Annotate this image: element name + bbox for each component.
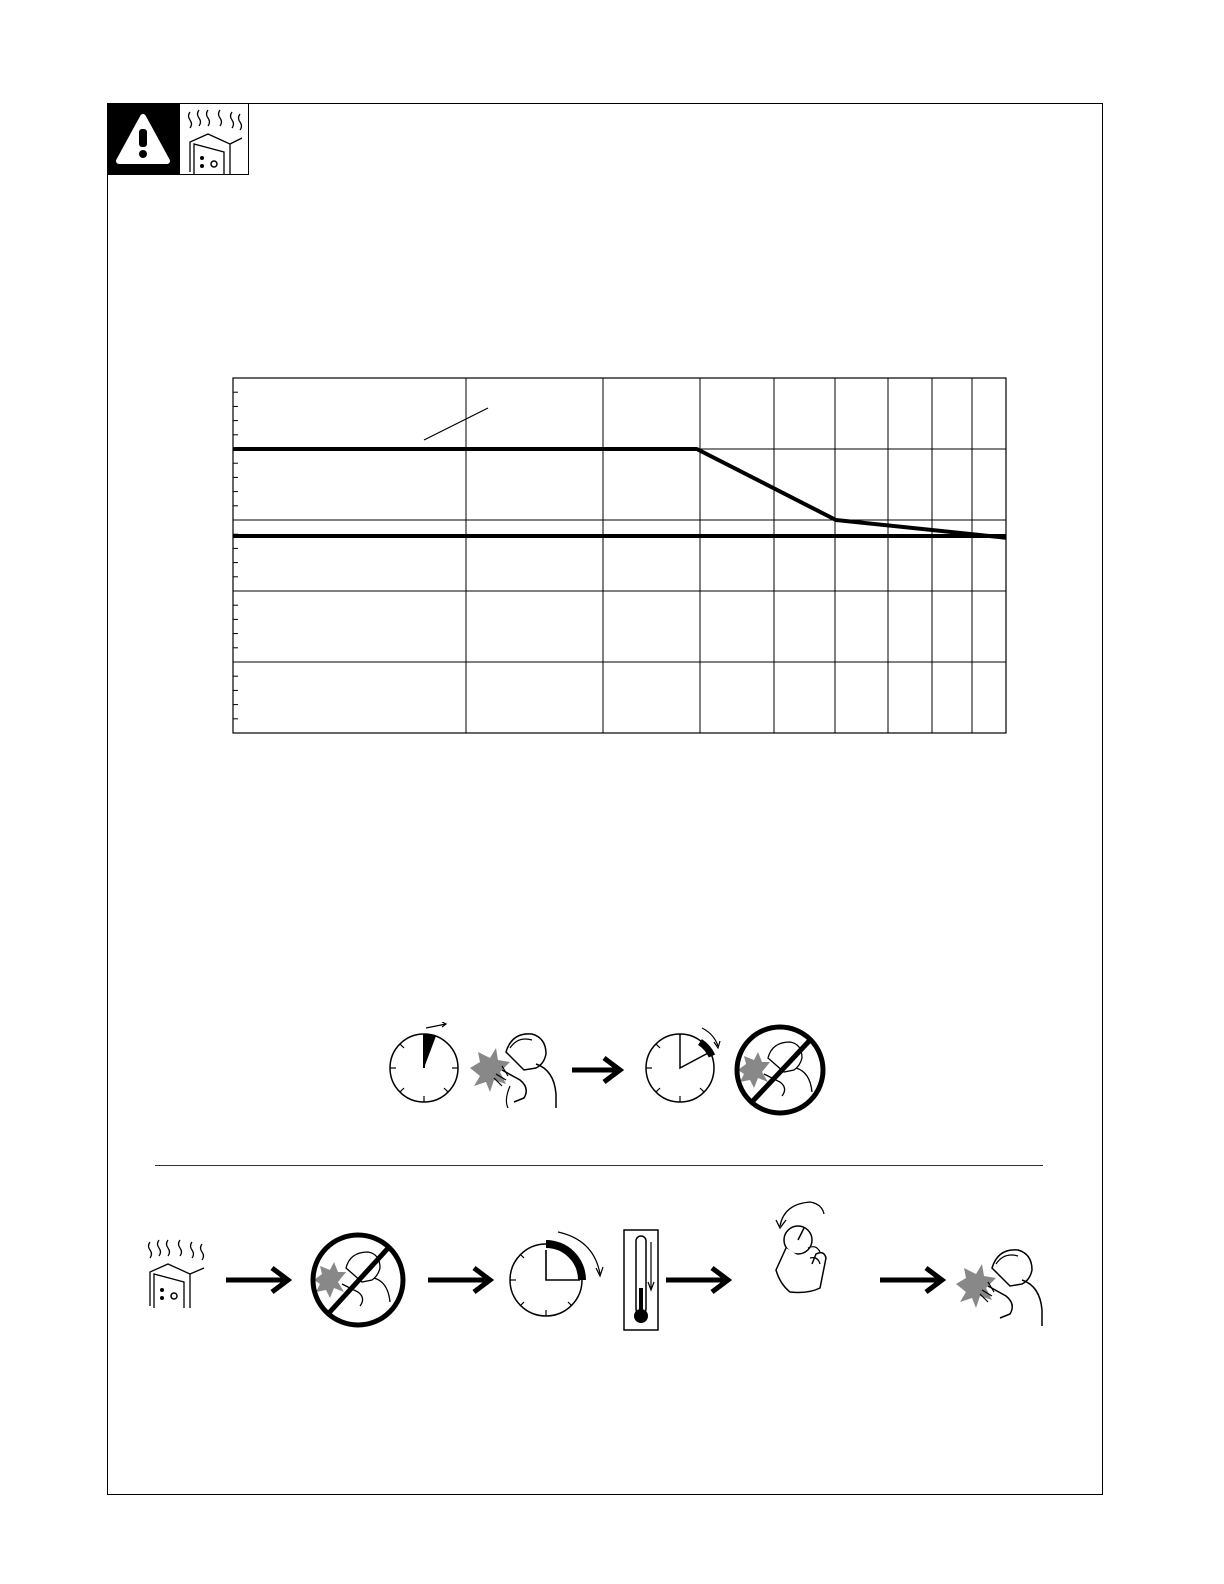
welder-working-icon xyxy=(466,1026,562,1115)
welder-working-icon xyxy=(952,1240,1048,1333)
duty-cycle-chart xyxy=(0,0,1224,760)
thermometer-cooling-icon xyxy=(622,1228,660,1337)
arrow-right-icon xyxy=(666,1266,732,1299)
chart-frame xyxy=(233,378,1006,733)
annotation-leader-line xyxy=(424,408,488,440)
arrow-right-icon xyxy=(880,1266,946,1299)
arrow-right-icon xyxy=(572,1056,624,1089)
hand-knob-reduce-icon xyxy=(768,1198,834,1303)
arrow-right-icon xyxy=(226,1266,292,1299)
section-divider xyxy=(155,1165,1043,1166)
clock-rest-time-icon xyxy=(644,1022,724,1111)
clock-short-weld-time-icon xyxy=(388,1022,464,1111)
clock-cooling-time-icon xyxy=(506,1228,606,1325)
no-welding-icon xyxy=(308,1230,408,1335)
arrow-right-icon xyxy=(428,1266,494,1299)
series-line-1 xyxy=(233,449,1006,538)
no-welding-icon xyxy=(732,1022,828,1123)
overheating-machine-icon xyxy=(142,1238,212,1315)
